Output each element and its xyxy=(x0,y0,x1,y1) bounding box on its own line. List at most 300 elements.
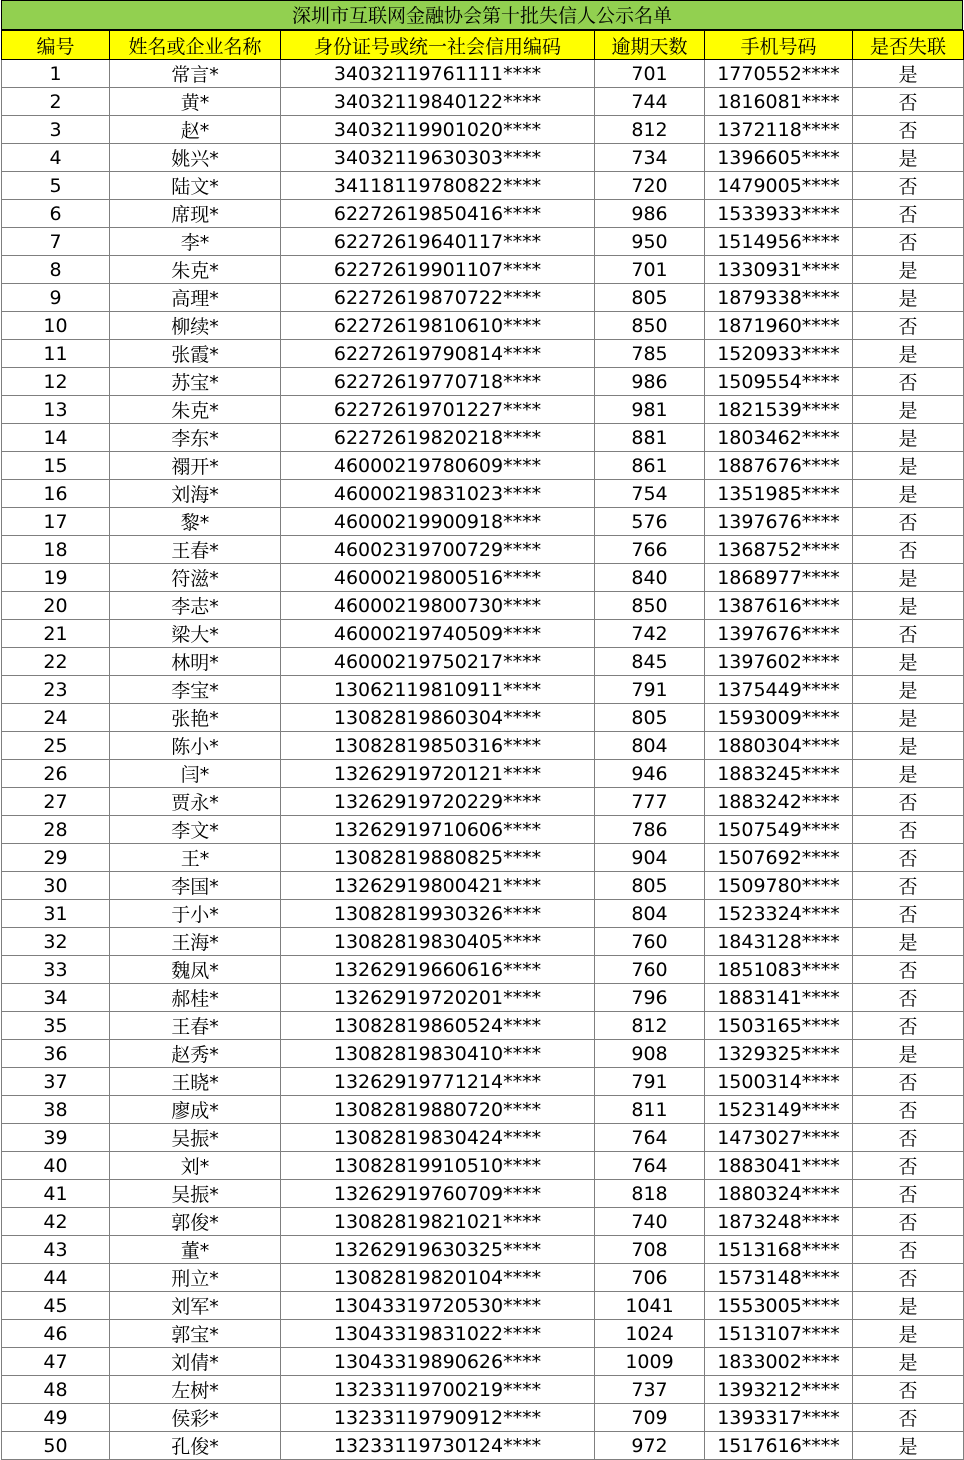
cell-phone: 1887676**** xyxy=(705,452,853,480)
cell-phone: 1368752**** xyxy=(705,536,853,564)
cell-id-code: 13262919720121**** xyxy=(281,760,595,788)
cell-lost-contact: 是 xyxy=(853,396,964,424)
cell-id-code: 46000219800516**** xyxy=(281,564,595,592)
cell-overdue-days: 764 xyxy=(595,1152,705,1180)
cell-name: 柳续* xyxy=(110,312,281,340)
cell-phone: 1821539**** xyxy=(705,396,853,424)
cell-number: 45 xyxy=(2,1292,110,1320)
cell-id-code: 62272619770718**** xyxy=(281,368,595,396)
cell-number: 34 xyxy=(2,984,110,1012)
cell-name: 吴振* xyxy=(110,1124,281,1152)
cell-number: 16 xyxy=(2,480,110,508)
cell-lost-contact: 是 xyxy=(853,928,964,956)
cell-id-code: 13262919720201**** xyxy=(281,984,595,1012)
cell-id-code: 62272619850416**** xyxy=(281,200,595,228)
cell-phone: 1329325**** xyxy=(705,1040,853,1068)
cell-name: 吴振* xyxy=(110,1180,281,1208)
cell-overdue-days: 576 xyxy=(595,508,705,536)
cell-id-code: 13262919720229**** xyxy=(281,788,595,816)
cell-lost-contact: 否 xyxy=(853,844,964,872)
cell-lost-contact: 否 xyxy=(853,900,964,928)
table-row xyxy=(2,900,964,928)
column-header-phone: 手机号码 xyxy=(705,31,853,60)
cell-number: 27 xyxy=(2,788,110,816)
cell-name: 张艳* xyxy=(110,704,281,732)
cell-overdue-days: 701 xyxy=(595,60,705,88)
cell-overdue-days: 908 xyxy=(595,1040,705,1068)
table-row xyxy=(2,144,964,172)
cell-id-code: 46000219750217**** xyxy=(281,648,595,676)
cell-id-code: 13082819850316**** xyxy=(281,732,595,760)
table-row xyxy=(2,1264,964,1292)
cell-phone: 1397676**** xyxy=(705,508,853,536)
cell-id-code: 46002319700729**** xyxy=(281,536,595,564)
table-body xyxy=(2,60,964,1460)
cell-phone: 1523324**** xyxy=(705,900,853,928)
table-row xyxy=(2,1012,964,1040)
cell-overdue-days: 805 xyxy=(595,284,705,312)
cell-id-code: 46000219831023**** xyxy=(281,480,595,508)
cell-id-code: 62272619901107**** xyxy=(281,256,595,284)
table-row xyxy=(2,1320,964,1348)
cell-phone: 1509554**** xyxy=(705,368,853,396)
cell-number: 10 xyxy=(2,312,110,340)
cell-overdue-days: 786 xyxy=(595,816,705,844)
cell-overdue-days: 742 xyxy=(595,620,705,648)
table-row xyxy=(2,844,964,872)
cell-number: 32 xyxy=(2,928,110,956)
table-row xyxy=(2,1236,964,1264)
cell-overdue-days: 812 xyxy=(595,116,705,144)
table-row xyxy=(2,480,964,508)
cell-number: 49 xyxy=(2,1404,110,1432)
cell-name: 李东* xyxy=(110,424,281,452)
cell-id-code: 13082819830405**** xyxy=(281,928,595,956)
cell-phone: 1507549**** xyxy=(705,816,853,844)
cell-id-code: 13062119810911**** xyxy=(281,676,595,704)
cell-name: 董* xyxy=(110,1236,281,1264)
cell-lost-contact: 否 xyxy=(853,1264,964,1292)
cell-lost-contact: 否 xyxy=(853,1376,964,1404)
cell-phone: 1770552**** xyxy=(705,60,853,88)
cell-overdue-days: 740 xyxy=(595,1208,705,1236)
cell-phone: 1517616**** xyxy=(705,1432,853,1460)
cell-number: 14 xyxy=(2,424,110,452)
table-row xyxy=(2,88,964,116)
cell-number: 39 xyxy=(2,1124,110,1152)
cell-lost-contact: 是 xyxy=(853,340,964,368)
cell-number: 3 xyxy=(2,116,110,144)
table-row xyxy=(2,312,964,340)
cell-id-code: 34032119901020**** xyxy=(281,116,595,144)
cell-lost-contact: 是 xyxy=(853,284,964,312)
cell-name: 贾永* xyxy=(110,788,281,816)
cell-name: 黎* xyxy=(110,508,281,536)
cell-id-code: 34032119630303**** xyxy=(281,144,595,172)
cell-lost-contact: 否 xyxy=(853,956,964,984)
cell-overdue-days: 805 xyxy=(595,872,705,900)
cell-id-code: 62272619640117**** xyxy=(281,228,595,256)
cell-name: 赵秀* xyxy=(110,1040,281,1068)
table-row xyxy=(2,1208,964,1236)
cell-overdue-days: 805 xyxy=(595,704,705,732)
cell-id-code: 13082819860304**** xyxy=(281,704,595,732)
cell-phone: 1396605**** xyxy=(705,144,853,172)
table-row xyxy=(2,704,964,732)
cell-name: 侯彩* xyxy=(110,1404,281,1432)
cell-id-code: 13233119700219**** xyxy=(281,1376,595,1404)
cell-name: 符滋* xyxy=(110,564,281,592)
cell-lost-contact: 否 xyxy=(853,536,964,564)
cell-lost-contact: 是 xyxy=(853,1040,964,1068)
cell-id-code: 13233119790912**** xyxy=(281,1404,595,1432)
table-row xyxy=(2,508,964,536)
cell-number: 36 xyxy=(2,1040,110,1068)
column-header-overdue-days: 逾期天数 xyxy=(595,31,705,60)
cell-overdue-days: 744 xyxy=(595,88,705,116)
cell-name: 刘海* xyxy=(110,480,281,508)
cell-overdue-days: 708 xyxy=(595,1236,705,1264)
table-row xyxy=(2,1040,964,1068)
cell-number: 2 xyxy=(2,88,110,116)
cell-lost-contact: 否 xyxy=(853,872,964,900)
cell-lost-contact: 是 xyxy=(853,256,964,284)
cell-overdue-days: 766 xyxy=(595,536,705,564)
cell-lost-contact: 是 xyxy=(853,1432,964,1460)
cell-phone: 1375449**** xyxy=(705,676,853,704)
cell-id-code: 62272619820218**** xyxy=(281,424,595,452)
cell-lost-contact: 是 xyxy=(853,60,964,88)
cell-lost-contact: 否 xyxy=(853,1096,964,1124)
cell-id-code: 13233119730124**** xyxy=(281,1432,595,1460)
table-row xyxy=(2,1124,964,1152)
cell-overdue-days: 760 xyxy=(595,928,705,956)
cell-number: 19 xyxy=(2,564,110,592)
cell-lost-contact: 否 xyxy=(853,1404,964,1432)
cell-name: 郭宝* xyxy=(110,1320,281,1348)
cell-lost-contact: 否 xyxy=(853,1068,964,1096)
cell-number: 33 xyxy=(2,956,110,984)
cell-id-code: 13082819910510**** xyxy=(281,1152,595,1180)
cell-id-code: 46000219780609**** xyxy=(281,452,595,480)
cell-phone: 1833002**** xyxy=(705,1348,853,1376)
table-row xyxy=(2,200,964,228)
column-header-number: 编号 xyxy=(2,31,110,60)
cell-id-code: 13262919800421**** xyxy=(281,872,595,900)
cell-lost-contact: 否 xyxy=(853,1180,964,1208)
cell-lost-contact: 是 xyxy=(853,592,964,620)
cell-overdue-days: 754 xyxy=(595,480,705,508)
cell-phone: 1500314**** xyxy=(705,1068,853,1096)
cell-overdue-days: 986 xyxy=(595,200,705,228)
table-row xyxy=(2,228,964,256)
cell-phone: 1883041**** xyxy=(705,1152,853,1180)
cell-overdue-days: 845 xyxy=(595,648,705,676)
cell-id-code: 13262919771214**** xyxy=(281,1068,595,1096)
cell-name: 王春* xyxy=(110,1012,281,1040)
table-row xyxy=(2,60,964,88)
cell-number: 24 xyxy=(2,704,110,732)
cell-overdue-days: 946 xyxy=(595,760,705,788)
cell-lost-contact: 否 xyxy=(853,88,964,116)
cell-number: 6 xyxy=(2,200,110,228)
cell-lost-contact: 是 xyxy=(853,1348,964,1376)
cell-overdue-days: 764 xyxy=(595,1124,705,1152)
cell-name: 王春* xyxy=(110,536,281,564)
cell-number: 41 xyxy=(2,1180,110,1208)
cell-number: 8 xyxy=(2,256,110,284)
cell-overdue-days: 881 xyxy=(595,424,705,452)
cell-overdue-days: 804 xyxy=(595,732,705,760)
cell-lost-contact: 否 xyxy=(853,788,964,816)
cell-number: 26 xyxy=(2,760,110,788)
cell-number: 18 xyxy=(2,536,110,564)
cell-phone: 1873248**** xyxy=(705,1208,853,1236)
cell-name: 禤开* xyxy=(110,452,281,480)
table-row xyxy=(2,984,964,1012)
cell-name: 席现* xyxy=(110,200,281,228)
cell-name: 郝桂* xyxy=(110,984,281,1012)
cell-overdue-days: 701 xyxy=(595,256,705,284)
cell-number: 50 xyxy=(2,1432,110,1460)
cell-number: 46 xyxy=(2,1320,110,1348)
table-row xyxy=(2,1348,964,1376)
table-row xyxy=(2,872,964,900)
cell-phone: 1397676**** xyxy=(705,620,853,648)
cell-name: 于小* xyxy=(110,900,281,928)
cell-phone: 1393212**** xyxy=(705,1376,853,1404)
cell-number: 43 xyxy=(2,1236,110,1264)
cell-id-code: 46000219800730**** xyxy=(281,592,595,620)
table-row xyxy=(2,760,964,788)
cell-overdue-days: 720 xyxy=(595,172,705,200)
cell-name: 廖成* xyxy=(110,1096,281,1124)
cell-number: 44 xyxy=(2,1264,110,1292)
cell-lost-contact: 否 xyxy=(853,172,964,200)
cell-name: 王海* xyxy=(110,928,281,956)
cell-number: 15 xyxy=(2,452,110,480)
cell-number: 5 xyxy=(2,172,110,200)
table-row xyxy=(2,1096,964,1124)
cell-lost-contact: 是 xyxy=(853,424,964,452)
cell-name: 李志* xyxy=(110,592,281,620)
cell-id-code: 13043319720530**** xyxy=(281,1292,595,1320)
table-row xyxy=(2,340,964,368)
cell-overdue-days: 981 xyxy=(595,396,705,424)
cell-lost-contact: 是 xyxy=(853,760,964,788)
cell-overdue-days: 796 xyxy=(595,984,705,1012)
cell-number: 11 xyxy=(2,340,110,368)
table-row xyxy=(2,816,964,844)
cell-number: 4 xyxy=(2,144,110,172)
cell-overdue-days: 904 xyxy=(595,844,705,872)
cell-id-code: 62272619790814**** xyxy=(281,340,595,368)
cell-lost-contact: 是 xyxy=(853,1320,964,1348)
table-row xyxy=(2,424,964,452)
table-row xyxy=(2,536,964,564)
cell-name: 赵* xyxy=(110,116,281,144)
cell-name: 刑立* xyxy=(110,1264,281,1292)
cell-name: 林明* xyxy=(110,648,281,676)
cell-name: 左树* xyxy=(110,1376,281,1404)
cell-name: 姚兴* xyxy=(110,144,281,172)
cell-id-code: 13262919760709**** xyxy=(281,1180,595,1208)
cell-number: 48 xyxy=(2,1376,110,1404)
cell-phone: 1514956**** xyxy=(705,228,853,256)
table-row xyxy=(2,732,964,760)
cell-number: 13 xyxy=(2,396,110,424)
cell-id-code: 13082819880720**** xyxy=(281,1096,595,1124)
cell-phone: 1868977**** xyxy=(705,564,853,592)
cell-overdue-days: 972 xyxy=(595,1432,705,1460)
cell-lost-contact: 否 xyxy=(853,1012,964,1040)
cell-id-code: 13262919630325**** xyxy=(281,1236,595,1264)
cell-lost-contact: 否 xyxy=(853,1208,964,1236)
cell-phone: 1509780**** xyxy=(705,872,853,900)
cell-number: 12 xyxy=(2,368,110,396)
cell-number: 17 xyxy=(2,508,110,536)
cell-phone: 1351985**** xyxy=(705,480,853,508)
cell-overdue-days: 1024 xyxy=(595,1320,705,1348)
column-header-lost-contact: 是否失联 xyxy=(853,31,964,60)
cell-phone: 1816081**** xyxy=(705,88,853,116)
cell-overdue-days: 818 xyxy=(595,1180,705,1208)
defaulter-table xyxy=(1,30,964,1460)
cell-name: 陆文* xyxy=(110,172,281,200)
table-row xyxy=(2,648,964,676)
cell-overdue-days: 850 xyxy=(595,312,705,340)
cell-name: 高理* xyxy=(110,284,281,312)
cell-phone: 1520933**** xyxy=(705,340,853,368)
cell-phone: 1513107**** xyxy=(705,1320,853,1348)
cell-lost-contact: 是 xyxy=(853,704,964,732)
cell-id-code: 34118119780822**** xyxy=(281,172,595,200)
cell-lost-contact: 是 xyxy=(853,676,964,704)
cell-overdue-days: 850 xyxy=(595,592,705,620)
cell-name: 张霞* xyxy=(110,340,281,368)
cell-overdue-days: 811 xyxy=(595,1096,705,1124)
cell-overdue-days: 706 xyxy=(595,1264,705,1292)
cell-lost-contact: 否 xyxy=(853,1152,964,1180)
cell-name: 陈小* xyxy=(110,732,281,760)
cell-lost-contact: 否 xyxy=(853,1236,964,1264)
cell-id-code: 13262919710606**** xyxy=(281,816,595,844)
table-row xyxy=(2,620,964,648)
cell-id-code: 46000219740509**** xyxy=(281,620,595,648)
cell-overdue-days: 785 xyxy=(595,340,705,368)
cell-overdue-days: 986 xyxy=(595,368,705,396)
cell-id-code: 13082819880825**** xyxy=(281,844,595,872)
cell-overdue-days: 737 xyxy=(595,1376,705,1404)
cell-lost-contact: 否 xyxy=(853,816,964,844)
cell-name: 王晓* xyxy=(110,1068,281,1096)
cell-overdue-days: 734 xyxy=(595,144,705,172)
cell-lost-contact: 否 xyxy=(853,116,964,144)
cell-phone: 1879338**** xyxy=(705,284,853,312)
cell-phone: 1883242**** xyxy=(705,788,853,816)
table-row xyxy=(2,1376,964,1404)
cell-number: 40 xyxy=(2,1152,110,1180)
table-row xyxy=(2,676,964,704)
cell-phone: 1871960**** xyxy=(705,312,853,340)
cell-overdue-days: 804 xyxy=(595,900,705,928)
cell-phone: 1880324**** xyxy=(705,1180,853,1208)
column-header-name: 姓名或企业名称 xyxy=(110,31,281,60)
cell-lost-contact: 否 xyxy=(853,508,964,536)
cell-number: 47 xyxy=(2,1348,110,1376)
cell-lost-contact: 否 xyxy=(853,1124,964,1152)
cell-id-code: 62272619701227**** xyxy=(281,396,595,424)
cell-id-code: 13082819930326**** xyxy=(281,900,595,928)
cell-phone: 1393317**** xyxy=(705,1404,853,1432)
cell-name: 王* xyxy=(110,844,281,872)
cell-phone: 1397602**** xyxy=(705,648,853,676)
cell-phone: 1372118**** xyxy=(705,116,853,144)
cell-lost-contact: 否 xyxy=(853,312,964,340)
table-row xyxy=(2,564,964,592)
cell-overdue-days: 709 xyxy=(595,1404,705,1432)
cell-overdue-days: 1009 xyxy=(595,1348,705,1376)
cell-lost-contact: 否 xyxy=(853,620,964,648)
cell-number: 35 xyxy=(2,1012,110,1040)
cell-id-code: 46000219900918**** xyxy=(281,508,595,536)
cell-phone: 1387616**** xyxy=(705,592,853,620)
cell-id-code: 13082819821021**** xyxy=(281,1208,595,1236)
cell-phone: 1573148**** xyxy=(705,1264,853,1292)
cell-id-code: 13082819860524**** xyxy=(281,1012,595,1040)
cell-phone: 1883141**** xyxy=(705,984,853,1012)
cell-number: 7 xyxy=(2,228,110,256)
cell-name: 朱克* xyxy=(110,396,281,424)
cell-id-code: 62272619810610**** xyxy=(281,312,595,340)
cell-phone: 1503165**** xyxy=(705,1012,853,1040)
cell-name: 黄* xyxy=(110,88,281,116)
cell-number: 25 xyxy=(2,732,110,760)
cell-overdue-days: 791 xyxy=(595,1068,705,1096)
cell-lost-contact: 否 xyxy=(853,200,964,228)
cell-lost-contact: 是 xyxy=(853,1292,964,1320)
table-row xyxy=(2,452,964,480)
cell-name: 刘倩* xyxy=(110,1348,281,1376)
cell-lost-contact: 是 xyxy=(853,648,964,676)
cell-number: 21 xyxy=(2,620,110,648)
cell-name: 李文* xyxy=(110,816,281,844)
cell-id-code: 13082819830410**** xyxy=(281,1040,595,1068)
cell-name: 闫* xyxy=(110,760,281,788)
cell-name: 常言* xyxy=(110,60,281,88)
cell-id-code: 62272619870722**** xyxy=(281,284,595,312)
cell-phone: 1553005**** xyxy=(705,1292,853,1320)
cell-name: 魏凤* xyxy=(110,956,281,984)
cell-phone: 1473027**** xyxy=(705,1124,853,1152)
cell-phone: 1533933**** xyxy=(705,200,853,228)
table-row xyxy=(2,956,964,984)
cell-name: 郭俊* xyxy=(110,1208,281,1236)
cell-overdue-days: 861 xyxy=(595,452,705,480)
cell-id-code: 13082819820104**** xyxy=(281,1264,595,1292)
table-row xyxy=(2,116,964,144)
cell-overdue-days: 760 xyxy=(595,956,705,984)
cell-number: 23 xyxy=(2,676,110,704)
cell-id-code: 13043319831022**** xyxy=(281,1320,595,1348)
table-row xyxy=(2,368,964,396)
cell-lost-contact: 是 xyxy=(853,732,964,760)
cell-number: 20 xyxy=(2,592,110,620)
cell-overdue-days: 1041 xyxy=(595,1292,705,1320)
cell-lost-contact: 否 xyxy=(853,984,964,1012)
spreadsheet xyxy=(1,0,963,1460)
cell-overdue-days: 777 xyxy=(595,788,705,816)
